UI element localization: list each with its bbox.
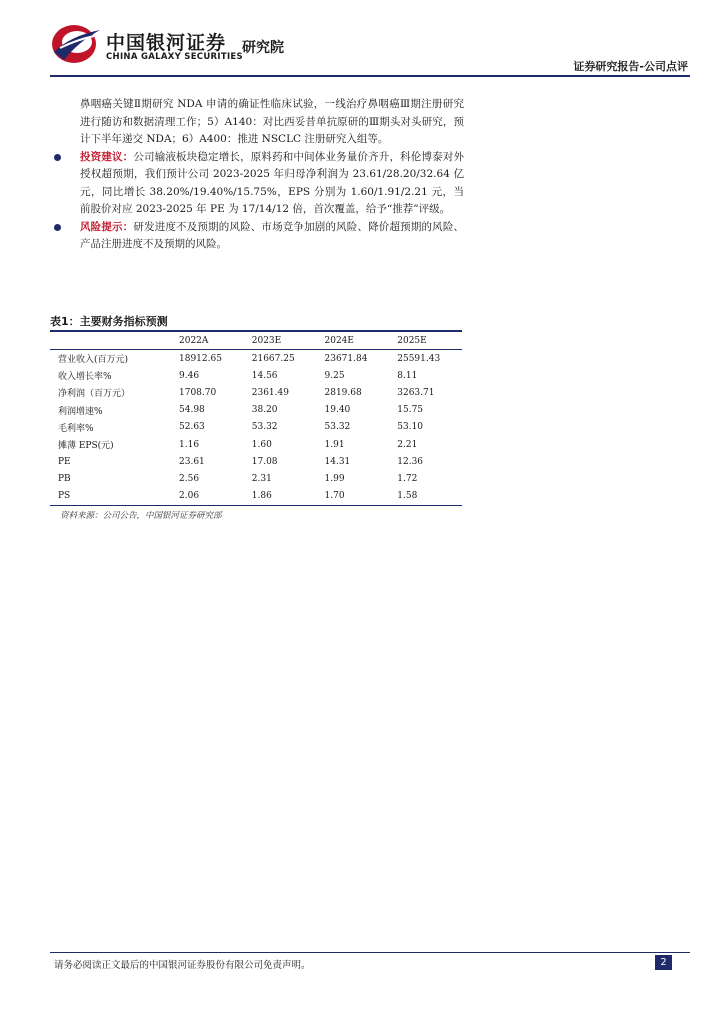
- bullet-icon: [54, 224, 61, 231]
- table-cell: 23671.84: [324, 353, 368, 364]
- table-cell: 1.70: [324, 491, 345, 502]
- page-header: [0, 0, 724, 80]
- footer-divider: [50, 952, 690, 953]
- table-cell: 12.36: [397, 456, 424, 467]
- table-cell: 2.56: [179, 473, 200, 484]
- table-cell: 3263.71: [397, 387, 435, 398]
- body-section: [50, 96, 464, 254]
- header-divider: [50, 75, 690, 77]
- risk-warning-text: 研发进度不及预期的风险、市场竞争加剧的风险、降价超预期的风险、产品注册进度不及预期的风险。: [80, 220, 465, 250]
- table-cell: 53.32: [251, 422, 278, 433]
- table-row: [50, 470, 462, 487]
- table-cell: 15.75: [397, 405, 424, 416]
- row-label: 营业收入(百万元): [58, 355, 129, 366]
- table-title: 表1：主要财务指标预测: [50, 315, 168, 328]
- table-row: [50, 436, 462, 453]
- table-cell: 1708.70: [179, 387, 217, 398]
- table-cell: 1.91: [324, 439, 345, 450]
- table-cell: 9.25: [324, 370, 345, 381]
- table-row: [50, 419, 462, 436]
- table-cell: 14.56: [251, 370, 278, 381]
- investment-advice-item: [50, 149, 464, 219]
- risk-warning-item: [50, 219, 464, 254]
- table-header-cell: 2022A: [179, 335, 209, 346]
- table-cell: 1.72: [397, 473, 418, 484]
- table-cell: 2.21: [397, 439, 418, 450]
- table-cell: 2819.68: [324, 387, 362, 398]
- footer-disclaimer: 请务必阅读正文最后的中国银河证券股份有限公司免责声明。: [54, 960, 311, 971]
- report-type-label: 证券研究报告-公司点评: [573, 60, 688, 73]
- table-row: [50, 453, 462, 470]
- table-row: [50, 384, 462, 401]
- table-row: [50, 350, 462, 368]
- table-cell: 8.11: [397, 370, 418, 381]
- row-label: PB: [58, 473, 71, 484]
- table-cell: 1.99: [324, 473, 345, 484]
- table-cell: 25591.43: [397, 353, 441, 364]
- table-cell: 53.10: [397, 422, 424, 433]
- table-header-cell: [50, 331, 171, 350]
- table-header-cell: 2025E: [397, 335, 427, 346]
- financial-forecast-table: [50, 330, 462, 506]
- institute-label: 研究院: [242, 40, 284, 56]
- table-cell: 17.08: [251, 456, 278, 467]
- logo-english-text: CHINA GALAXY SECURITIES: [106, 52, 243, 62]
- table-cell: 2.06: [179, 491, 200, 502]
- page-number: 2: [655, 955, 672, 970]
- table-cell: 1.60: [251, 439, 272, 450]
- table-cell: 21667.25: [251, 353, 295, 364]
- table-row: [50, 367, 462, 384]
- table-cell: 38.20: [251, 405, 278, 416]
- galaxy-logo-icon: [50, 22, 102, 66]
- row-label: PE: [58, 456, 71, 467]
- table-header-cell: 2024E: [324, 335, 354, 346]
- investment-advice-title: 投资建议：: [80, 150, 134, 163]
- table-cell: 14.31: [324, 456, 351, 467]
- row-label: 利润增速%: [58, 406, 103, 417]
- row-label: 毛利率%: [58, 423, 94, 434]
- table-cell: 52.63: [179, 422, 205, 433]
- table-cell: 2361.49: [251, 387, 289, 398]
- table-header-cell: 2023E: [251, 335, 282, 346]
- table-cell: 19.40: [324, 405, 351, 416]
- table-cell: 1.16: [179, 439, 200, 450]
- investment-advice-text: 公司输液板块稳定增长，原料药和中间体业务量价齐升，科伦博泰对外授权超预期，我们预计公司 2023-2025 年归母净利润为 23.61/28.20/32.64 亿元，同比增长 38.20%/19.40%/15.75%，EPS 分别为 1.60/1.91/2.21 元，当前股价对应 2023-2025 年 PE 为 17/14/12 倍，首次覆盖，给予“推荐”评级。: [80, 150, 465, 215]
- bullet-icon: [54, 154, 61, 161]
- table-source-note: 资料来源：公司公告，中国银河证券研究部: [60, 511, 222, 521]
- table-cell: 53.32: [324, 422, 351, 433]
- risk-warning-title: 风险提示：: [80, 220, 134, 233]
- table-cell: 54.98: [179, 405, 205, 416]
- logo-chinese-text: 中国银河证券: [106, 32, 227, 54]
- table-cell: 1.58: [397, 491, 418, 502]
- table-cell: 23.61: [179, 456, 205, 467]
- row-label: PS: [58, 491, 71, 502]
- row-label: 摊薄 EPS(元): [58, 441, 114, 452]
- continuation-paragraph: 鼻咽癌关键Ⅱ期研究 NDA 申请的确证性临床试验，一线治疗鼻咽癌Ⅲ期注册研究进行随访和数据清理工作；5）A140：对比西妥昔单抗原研的Ⅲ期头对头研究，预计下半年递交 NDA；6）A400：推进 NSCLC 注册研究入组等。: [80, 98, 464, 145]
- table-header-row: [50, 331, 462, 350]
- table-row: [50, 402, 462, 419]
- table-row: [50, 488, 462, 506]
- table-cell: 2.31: [251, 473, 272, 484]
- table-cell: 18912.65: [179, 353, 222, 364]
- table-cell: 1.86: [251, 491, 272, 502]
- row-label: 净利润（百万元）: [58, 389, 131, 400]
- row-label: 收入增长率%: [58, 372, 112, 383]
- table-cell: 9.46: [179, 370, 200, 381]
